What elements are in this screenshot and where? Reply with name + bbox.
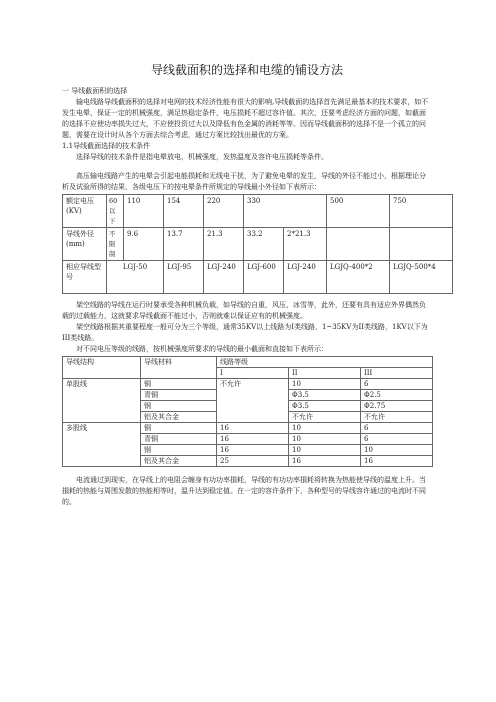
table-cell: 6 [361, 423, 433, 434]
paragraph-intro: 输电线路导线截面积的选择对电网的技术经济性能有很大的影响,导线截面的选择首先满足最基本的技术要求，如不发生电晕，保证一定的机械强度，满足热稳定条件，电压损耗不超过容许值。其次，还要考虑经济方面的问题，如截面的选择不应使功率损失过大，不应使投资过大以及降低有色金属的消耗等等。因而导线截面积的选择不是一个孤立的问题，需要在设计时从各个方面去综合考虑，通过方案比较找出最优的方案。 [62, 98, 429, 139]
table-cell: 16 [217, 423, 289, 434]
table-cell: 2*21.3 [284, 228, 327, 261]
table-cell: 额定电压(KV) [63, 195, 107, 228]
paragraph-line-classes: 架空线路根据其重要程度一般可分为三个等级，通常35KV以上线路为I类线路，1~35KV为II类线路，1KV以下为III类线路。 [62, 323, 428, 342]
table-cell: LGJ-600 [244, 261, 284, 294]
table-cell [327, 228, 390, 261]
table-cell: 10 [289, 434, 361, 445]
table-header-cell: I [217, 368, 289, 379]
table-cell: 6 [361, 379, 433, 390]
table-row [63, 357, 433, 368]
table-cell: 不允许 [289, 412, 361, 423]
table-cell: 不限制 [107, 228, 124, 261]
table-cell: 750 [390, 195, 453, 228]
section-heading: 一 导线截面积的选择 [62, 87, 128, 95]
corona-diameter-table [62, 194, 453, 294]
table-header-cell: III [361, 368, 433, 379]
table-cell: 25 [217, 456, 289, 467]
paragraph-mechanical-load: 架空线路的导线在运行时要承受各种机械负载，如导线的自重，风压，冰雪等，此外，还要有具有适应外界偶然负载的过载能力，这就要求导线截面不能过小，否则就难以保证应有的机械强度。 [62, 301, 426, 320]
table-cell: 16 [217, 434, 289, 445]
table-cell: LGJ-240 [284, 261, 327, 294]
table-cell: 单股线 [63, 379, 141, 423]
table-row [63, 195, 453, 228]
table-cell: Φ2.5 [361, 390, 433, 401]
table-cell: 钢 [141, 445, 217, 456]
table-row [63, 423, 433, 434]
paragraph-current-heat: 电流通过到现实，在导线上的电阻会缠身有功功率損耗，导线的有功功率損耗将转换为热能使导线的温度上升。当損耗的热能与周围发散的热能相等时，温升达到稳定值。在一定的容许条件下，各种型号的导线容许通过的电流时不同的。 [62, 476, 426, 506]
table-cell: 6 [361, 434, 433, 445]
table-cell: Φ2.75 [361, 401, 433, 412]
table-cell: 青铜 [141, 434, 217, 445]
table-cell: LGJQ-400*2 [327, 261, 390, 294]
table-cell: 16 [361, 456, 433, 467]
table-cell: LGJ-50 [107, 261, 164, 294]
paragraph-conditions: 选择导线的技术条件是指电晕放电，机械强度，发热温度及容许电压损耗等条件。 [76, 153, 328, 161]
table-cell: 铝及其合金 [141, 412, 217, 423]
table-cell: 10 [289, 379, 361, 390]
table-cell: 60以下 [107, 195, 124, 228]
table-cell: 相应导线型号 [63, 261, 107, 294]
table-cell: 13.7 [164, 228, 204, 261]
table-cell [390, 228, 453, 261]
table-cell: 10 [289, 445, 361, 456]
paragraph-min-section: 对不同电压等级的线路，按机械强度所要求的导线的最小截面和直接如下表所示： [76, 345, 328, 353]
table-cell: 500 [327, 195, 390, 228]
table-cell: 16 [217, 445, 289, 456]
table-cell: 导线外径(mm) [63, 228, 107, 261]
table-cell: 钢 [141, 401, 217, 412]
table-cell: 110 [124, 195, 164, 228]
table-cell: 16 [289, 456, 361, 467]
table-cell: 21.3 [204, 228, 244, 261]
document-page [62, 62, 436, 508]
table-cell: 10 [289, 423, 361, 434]
table-row [63, 228, 453, 261]
table-cell: 330 [244, 195, 327, 228]
table-cell: 220 [204, 195, 244, 228]
min-section-table [62, 356, 433, 467]
table-cell: 铜 [141, 379, 217, 390]
table-row [63, 379, 433, 390]
subsection-heading: 1.1导线截面选择的技术条件 [62, 142, 151, 150]
table-cell: 不允许 [217, 379, 289, 423]
table-cell: 多股线 [63, 423, 141, 467]
document-title: 导线截面积的选择和电缆的铺设方法 [150, 63, 343, 77]
table-cell: 33.2 [244, 228, 284, 261]
table-cell: 10 [361, 445, 433, 456]
table-cell: LGJQ-500*4 [390, 261, 453, 294]
table-cell: 铝及其合金 [141, 456, 217, 467]
table-header-cell: 导线结构 [63, 357, 141, 379]
table-header-cell: 线路等级 [217, 357, 433, 368]
table-cell: 154 [164, 195, 204, 228]
table-row [63, 261, 453, 294]
paragraph-corona: 高压输电线路产生的电晕会引起电能损耗和无线电干扰，为了避免电晕的发生，导线的外径不能过小，根据理论分析及试验所得的结果，各级电压下的按电晕条件所规定的导线最小外径如下表所示： [62, 172, 426, 191]
table-cell: Φ3.5 [289, 390, 361, 401]
table-cell: 9.6 [124, 228, 164, 261]
table-cell: 不允许 [361, 412, 433, 423]
table-cell: 铜 [141, 423, 217, 434]
table-header-cell: 导线材料 [141, 357, 217, 379]
table-cell: LGJ-240 [204, 261, 244, 294]
table-cell: Φ3.5 [289, 401, 361, 412]
table-cell: LGJ-95 [164, 261, 204, 294]
table-header-cell: II [289, 368, 361, 379]
table-cell: 青铜 [141, 390, 217, 401]
